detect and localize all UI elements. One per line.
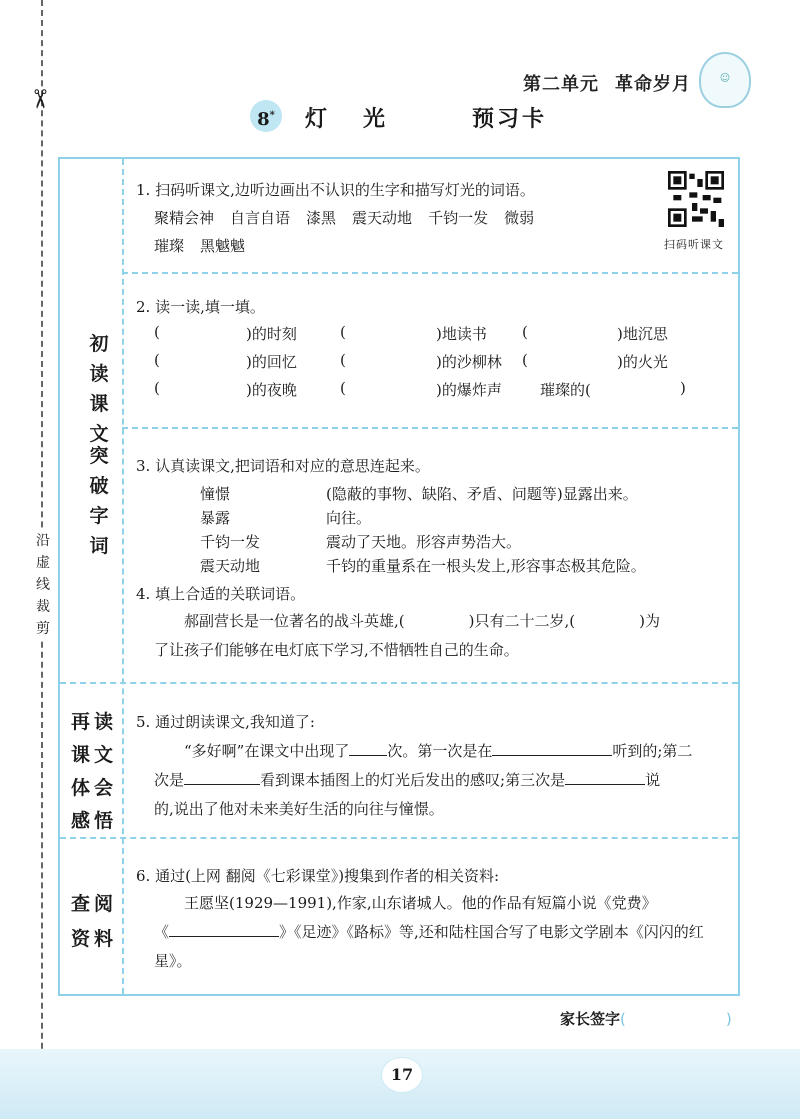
- paren-open: (: [522, 323, 528, 341]
- para-text: 郝副营长是一位著名的战斗英雄,(: [184, 612, 405, 630]
- section-label-research: [70, 889, 118, 951]
- match-word[interactable]: 千钧一发: [200, 533, 261, 551]
- section-label-words: [86, 441, 112, 561]
- question-6-paragraph: [154, 889, 734, 976]
- section-label-line: 资料: [70, 928, 117, 950]
- answer-blank[interactable]: [565, 770, 645, 785]
- question-2: [136, 296, 265, 317]
- question-2-text: 2. 读一读,填一填。: [136, 298, 265, 316]
- fill-row: [154, 323, 734, 351]
- question-6: [136, 865, 499, 886]
- section-label-first-read: [86, 329, 112, 449]
- para-text: 次是: [154, 771, 185, 789]
- unit-theme: 革命岁月: [615, 74, 691, 95]
- section-label-text: 突破字词: [89, 445, 109, 557]
- signature-label: 家长签字: [560, 1010, 621, 1028]
- paren-open: (: [340, 379, 346, 397]
- qr-label: 扫码听课文: [664, 238, 724, 251]
- question-5-paragraph: [154, 737, 734, 824]
- para-text: “多好啊”在课文中出现了: [184, 742, 350, 760]
- word: 璀璨: [154, 237, 185, 255]
- answer-blank[interactable]: [349, 741, 387, 756]
- question-6-text: 6. 通过(上网 翻阅《七彩课堂》)搜集到作者的相关资料:: [136, 867, 500, 885]
- fill-row: [154, 351, 734, 379]
- paren-open: (: [154, 379, 160, 397]
- para-text: 王愿坚(1929—1991),作家,山东诸城人。他的作品有短篇小说《党费》: [184, 894, 657, 912]
- question-5-text: 5. 通过朗读课文,我知道了:: [136, 713, 315, 731]
- parent-signature[interactable]: [560, 1008, 732, 1029]
- answer-blank[interactable]: [169, 922, 279, 937]
- paren-open: (: [154, 351, 160, 369]
- lesson-title: 灯光: [305, 107, 422, 132]
- match-word[interactable]: 憧憬: [200, 485, 231, 503]
- word: 微弱: [504, 209, 535, 227]
- section-label-line: 感悟: [70, 810, 117, 832]
- para-text: 看到课本插图上的灯光后发出的感叹;第三次是: [260, 771, 566, 789]
- fill-item: )的爆炸声: [436, 381, 502, 399]
- section-label-text: 初读课文: [89, 333, 109, 445]
- answer-blank[interactable]: [184, 770, 260, 785]
- paren-close: ): [680, 379, 686, 397]
- fill-item: )的夜晚: [246, 381, 297, 399]
- match-word[interactable]: 暴露: [200, 509, 231, 527]
- scissors-icon: ✂: [23, 88, 54, 110]
- paren-open: (: [522, 351, 528, 369]
- fill-item: )地读书: [436, 325, 487, 343]
- para-text: 次。第一次是在: [387, 742, 493, 760]
- divider: [122, 272, 738, 274]
- page-number: 17: [381, 1057, 423, 1093]
- match-list: [200, 483, 740, 579]
- para-text: 说: [645, 771, 661, 789]
- fill-item: )的沙柳林: [436, 353, 502, 371]
- para-text: 的,说出了他对未来美好生活的向往与憧憬。: [154, 800, 444, 818]
- word: 震天动地: [352, 209, 413, 227]
- fill-row: [154, 379, 734, 407]
- match-meaning[interactable]: 向往。: [326, 509, 372, 527]
- question-4-paragraph: [154, 607, 734, 665]
- answer-blank[interactable]: [492, 741, 612, 756]
- para-text: )为: [639, 612, 660, 630]
- qr-code-icon[interactable]: [668, 171, 724, 227]
- fill-blank-grid: [154, 323, 734, 407]
- divider: [60, 837, 738, 839]
- section-label-reread: [70, 707, 118, 833]
- question-3: [136, 455, 430, 476]
- question-4-text: 4. 填上合适的关联词语。: [136, 585, 306, 603]
- para-text: 《: [154, 923, 170, 941]
- para-text: )只有二十二岁,(: [468, 612, 576, 630]
- match-word[interactable]: 震天动地: [200, 557, 261, 575]
- fill-item: 璀璨的(: [540, 381, 591, 399]
- word: 自言自语: [230, 209, 291, 227]
- divider: [122, 427, 738, 429]
- section-label-line: 查阅: [70, 893, 117, 915]
- paren-open: (: [340, 323, 346, 341]
- fill-item: )的时刻: [246, 325, 297, 343]
- question-5: [136, 711, 315, 732]
- fill-item: )地沉思: [617, 325, 668, 343]
- fill-item: )的火光: [617, 353, 668, 371]
- paren-close: ): [725, 1010, 732, 1028]
- cartoon-icon: ☺: [699, 52, 751, 108]
- divider: [60, 682, 738, 684]
- lesson-number-badge: [250, 100, 282, 132]
- section-label-line: 体会: [70, 777, 117, 799]
- paren-open: (: [154, 323, 160, 341]
- lesson-number: 8: [257, 109, 270, 130]
- fill-item: )的回忆: [246, 353, 297, 371]
- match-meaning[interactable]: (隐蔽的事物、缺陷、矛盾、问题等)显露出来。: [326, 485, 638, 503]
- word-list-1: [154, 207, 550, 228]
- question-3-text: 3. 认真读课文,把词语和对应的意思连起来。: [136, 457, 430, 475]
- unit-header: [523, 70, 691, 96]
- question-4: [136, 583, 305, 604]
- word: 千钧一发: [428, 209, 489, 227]
- match-meaning[interactable]: 千钧的重量系在一根头发上,形容事态极其危险。: [326, 557, 646, 575]
- para-text: 了让孩子们能够在电灯底下学习,不惜牺牲自己的生命。: [154, 641, 519, 659]
- para-text: 》《足迹》《路标》等,还和陆柱国合写了电影文学剧本《闪闪的红: [279, 923, 704, 941]
- word-list-2: [154, 235, 261, 256]
- section-sidebar: [60, 159, 124, 994]
- question-1-text: 1. 扫码听课文,边听边画出不认识的生字和描写灯光的词语。: [136, 181, 535, 199]
- match-row: [200, 483, 740, 507]
- unit-label: 第二单元: [523, 74, 599, 95]
- word: 聚精会神: [154, 209, 215, 227]
- cut-instruction: 沿虚线裁剪: [34, 530, 52, 640]
- preview-card: [58, 157, 740, 996]
- question-1: [136, 179, 535, 200]
- match-row: [200, 531, 740, 555]
- section-label-line: 再读: [70, 711, 117, 733]
- match-row: [200, 507, 740, 531]
- paren-open: (: [340, 351, 346, 369]
- match-meaning[interactable]: 震动了天地。形容声势浩大。: [326, 533, 522, 551]
- paren-open: (: [620, 1010, 626, 1028]
- card-title: 预习卡: [472, 107, 548, 132]
- section-label-line: 课文: [70, 744, 117, 766]
- match-row: [200, 555, 740, 579]
- para-text: 听到的;第二: [612, 742, 693, 760]
- word: 黑魆魆: [200, 237, 246, 255]
- para-text: 星》。: [154, 952, 192, 970]
- word: 漆黑: [306, 209, 337, 227]
- lesson-mark: *: [269, 110, 275, 121]
